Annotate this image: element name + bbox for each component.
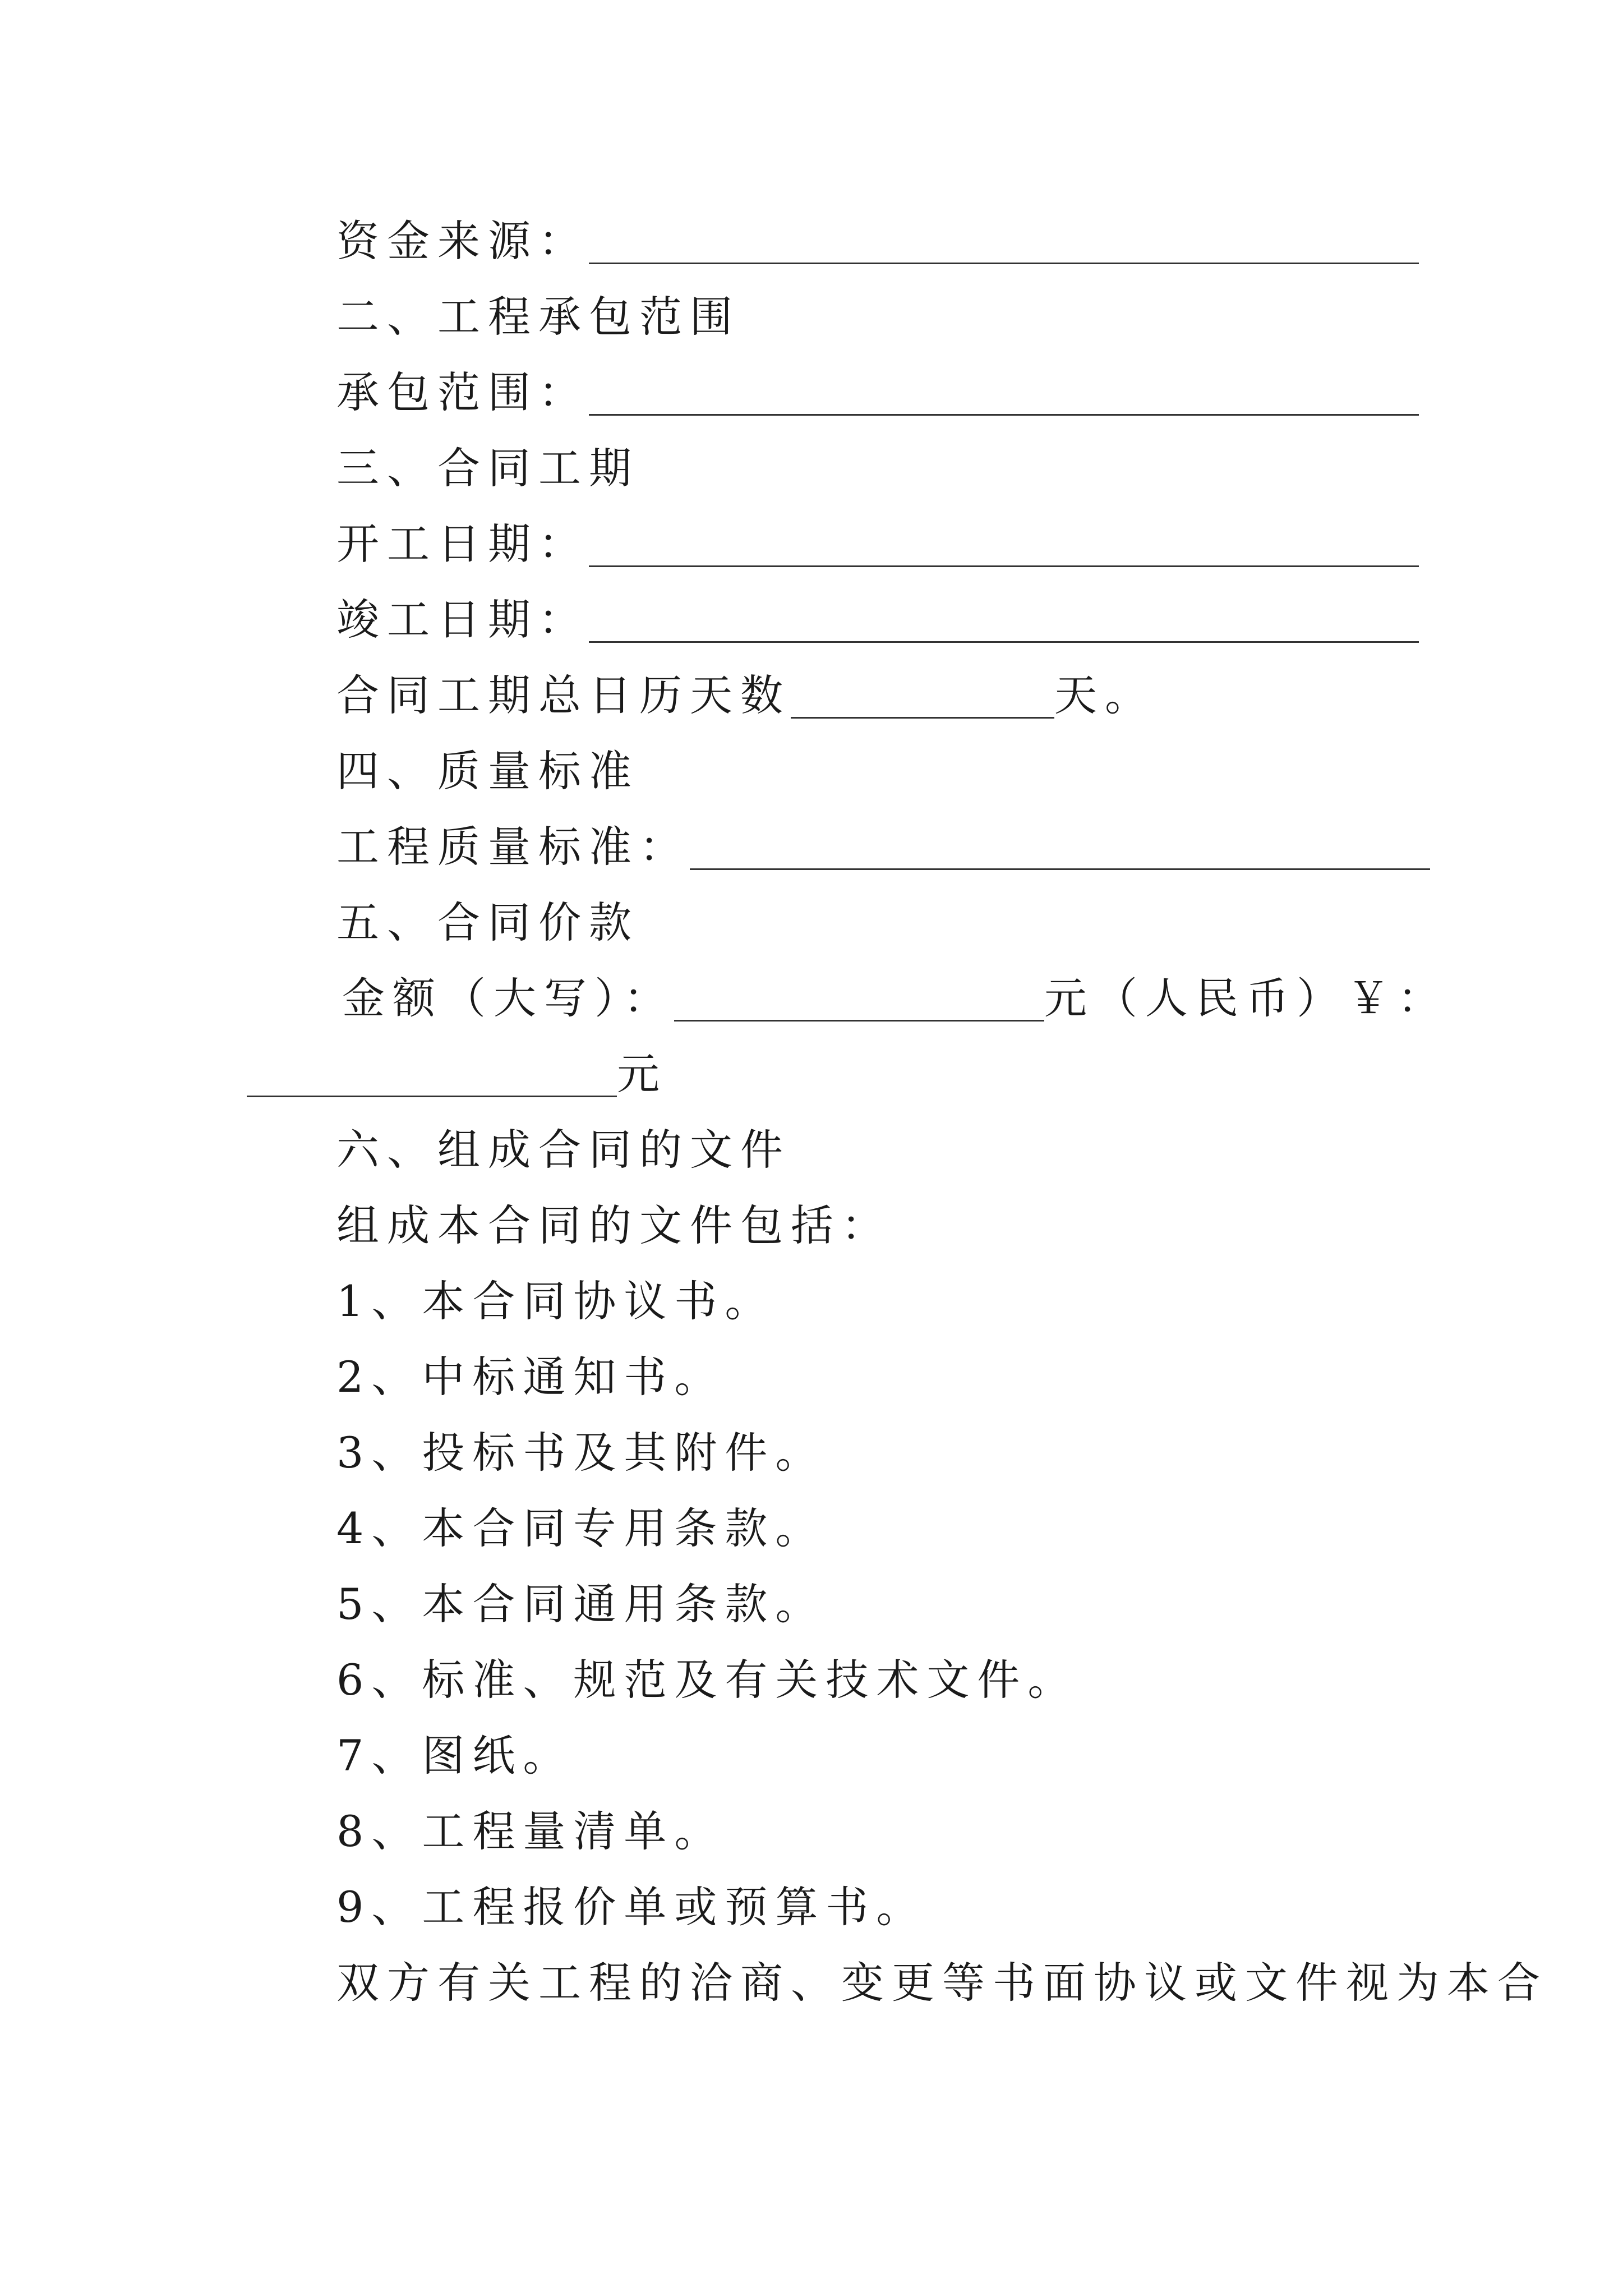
start-date-row xyxy=(336,513,1419,575)
contract-scope-field[interactable] xyxy=(589,367,1419,416)
section-heading-duration xyxy=(336,438,639,499)
section-heading-text: 五、合同价款 xyxy=(336,898,639,947)
total-days-unit: 天。 xyxy=(1054,670,1155,720)
paragraph-text: 组成本合同的文件包括： xyxy=(336,1200,892,1250)
list-item-text: 2、中标通知书。 xyxy=(336,1352,725,1402)
completion-date-field[interactable] xyxy=(589,594,1419,643)
start-date-label: 开工日期： xyxy=(336,519,589,569)
paragraph-text: 双方有关工程的洽商、变更等书面协议或文件视为本合 xyxy=(336,1958,1548,2008)
completion-date-label: 竣工日期： xyxy=(336,595,589,645)
list-item-text: 8、工程量清单。 xyxy=(336,1806,725,1856)
list-item-text: 9、工程报价单或预算书。 xyxy=(336,1882,927,1932)
list-item xyxy=(336,1801,725,1862)
list-item xyxy=(336,1725,573,1787)
funding-source-field[interactable] xyxy=(589,215,1419,264)
amount-figure-field[interactable] xyxy=(247,1048,617,1097)
section-heading-text: 六、组成合同的文件 xyxy=(336,1125,791,1175)
total-days-field[interactable] xyxy=(791,670,1054,719)
list-item xyxy=(336,1649,1078,1711)
amount-words-field[interactable] xyxy=(674,973,1044,1022)
list-item-text: 1、本合同协议书。 xyxy=(336,1276,776,1326)
total-days-row xyxy=(336,665,1155,726)
amount-figure-unit: 元 xyxy=(617,1049,667,1099)
quality-standard-label: 工程质量标准： xyxy=(336,822,690,872)
completion-date-row xyxy=(336,589,1419,651)
amount-row xyxy=(342,968,1448,1029)
contract-scope-label: 承包范围： xyxy=(336,367,589,417)
contract-scope-row xyxy=(336,362,1419,424)
amount-words-label: 金额（大写）： xyxy=(342,973,674,1023)
funding-source-label: 资金来源： xyxy=(336,216,589,266)
funding-source-row xyxy=(336,210,1419,272)
quality-standard-field[interactable] xyxy=(690,821,1430,870)
amount-currency-label: 元（人民币）￥： xyxy=(1044,973,1448,1023)
section-heading-quality xyxy=(336,740,639,802)
list-item-text: 3、投标书及其附件。 xyxy=(336,1428,826,1478)
start-date-field[interactable] xyxy=(589,518,1419,567)
quality-standard-row xyxy=(336,816,1430,878)
amount-figure-row xyxy=(247,1043,667,1105)
list-item-text: 5、本合同通用条款。 xyxy=(336,1579,826,1629)
list-item xyxy=(336,1346,725,1408)
section-heading-documents xyxy=(336,1119,791,1181)
list-item xyxy=(336,1422,826,1484)
list-item xyxy=(336,1876,926,1938)
list-item xyxy=(336,1573,826,1635)
list-item xyxy=(336,1271,775,1332)
section-heading-text: 四、质量标准 xyxy=(336,746,639,796)
section-heading-scope xyxy=(336,286,740,348)
section-heading-text: 二、工程承包范围 xyxy=(336,292,740,342)
list-item xyxy=(336,1498,826,1559)
closing-paragraph xyxy=(336,1952,1548,2014)
total-days-label: 合同工期总日历天数 xyxy=(336,670,791,720)
list-item-text: 7、图纸。 xyxy=(336,1731,574,1780)
documents-intro xyxy=(336,1195,892,1257)
section-heading-text: 三、合同工期 xyxy=(336,443,639,493)
section-heading-price xyxy=(336,892,639,954)
list-item-text: 4、本合同专用条款。 xyxy=(336,1503,826,1553)
list-item-text: 6、标准、规范及有关技术文件。 xyxy=(336,1655,1078,1705)
